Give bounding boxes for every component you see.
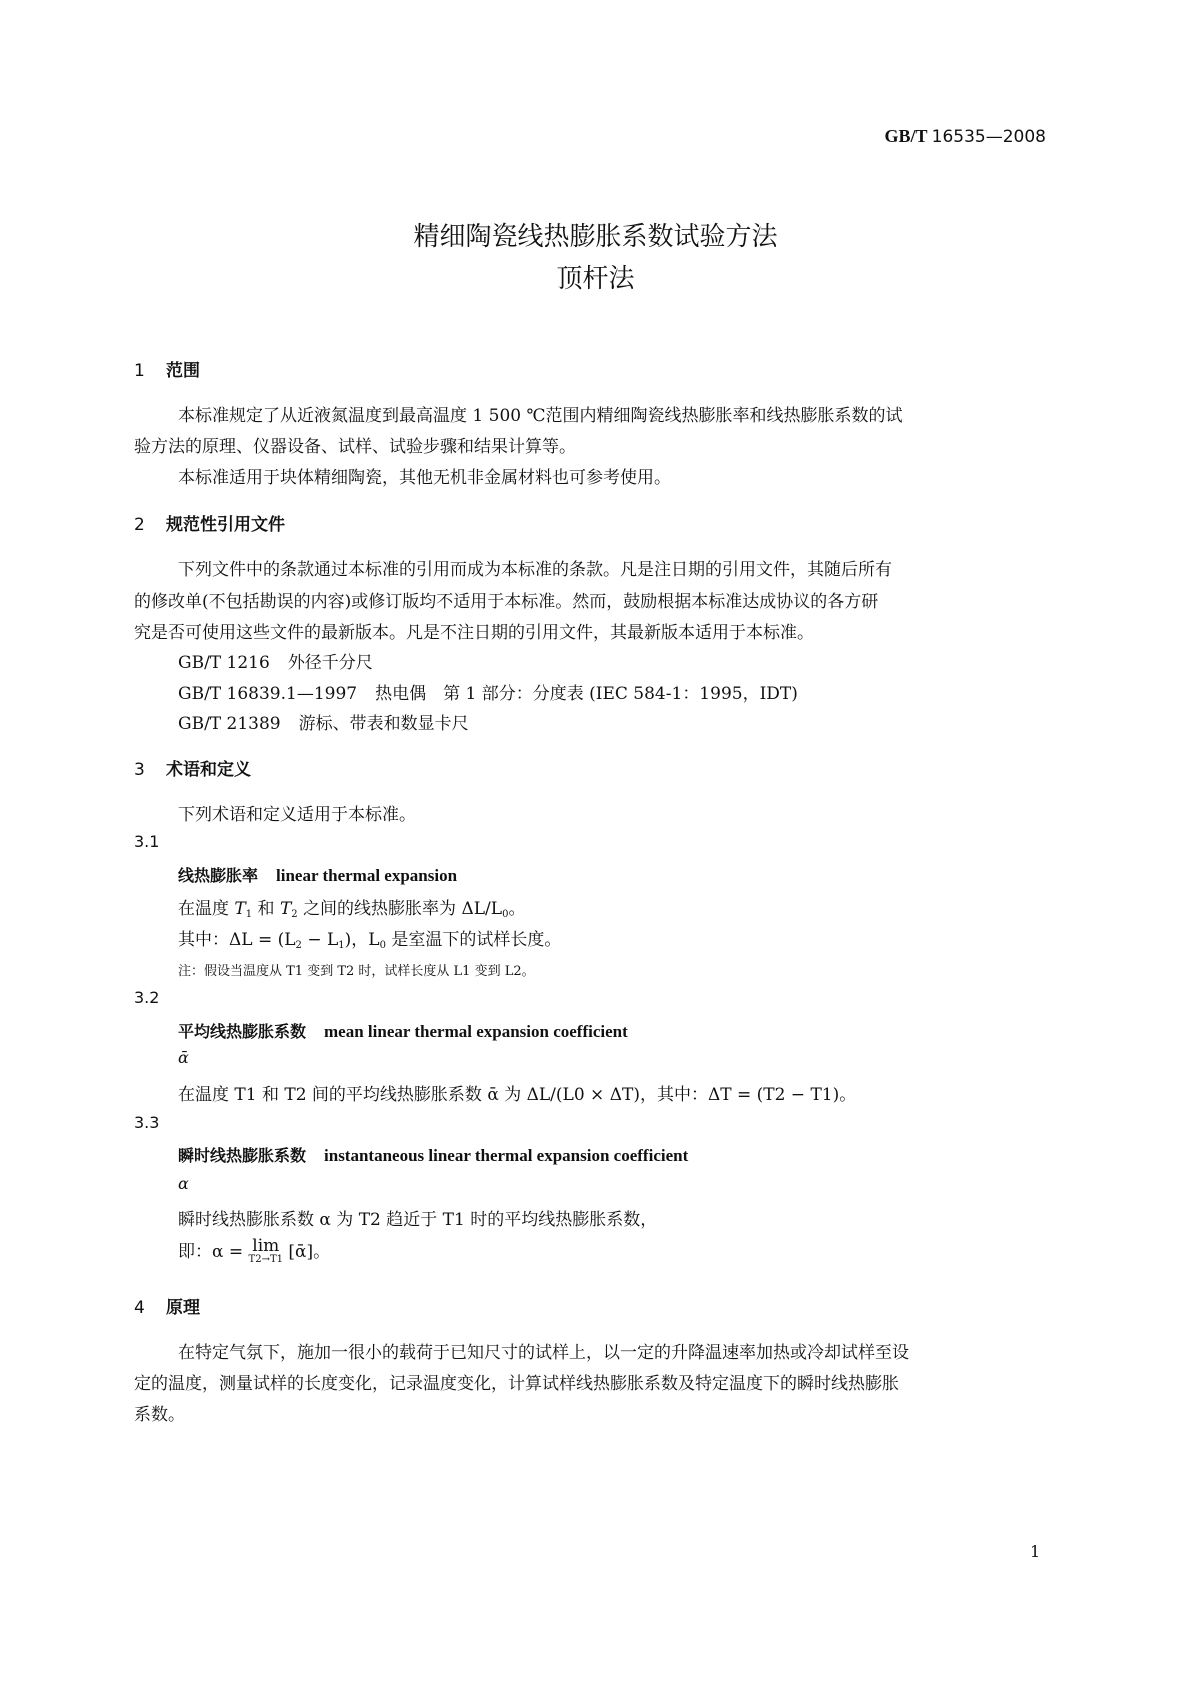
reference-item — [178, 709, 469, 734]
subsection-number: 3.1 — [134, 832, 160, 851]
reference-name: 外径千分尺 — [287, 653, 373, 673]
reference-code: GB/T 1216 — [178, 653, 270, 673]
paragraph: 下列术语和定义适用于本标准。 — [178, 805, 416, 825]
term-cn: 平均线热膨胀系数 — [178, 1022, 307, 1041]
reference-code: GB/T 21389 — [178, 714, 281, 734]
paragraph: 究是否可使用这些文件的最新版本。凡是不注日期的引用文件，其最新版本适用于本标准。 — [134, 623, 814, 643]
reference-name: 热电偶 第 1 部分：分度表 (IEC 584-1：1995，IDT) — [375, 684, 798, 704]
section-2-heading: 2 规范性引用文件 — [134, 515, 285, 535]
standard-code-number: 16535—2008 — [931, 127, 1046, 147]
subsection-number: 3.2 — [134, 988, 160, 1007]
term-en: instantaneous linear thermal expansion coefficient — [324, 1146, 689, 1165]
term-heading — [178, 863, 457, 886]
formula-line: 即：α = lim T2→T1 [ᾱ]。 — [178, 1236, 331, 1265]
term-en: mean linear thermal expansion coefficient — [324, 1022, 628, 1041]
paragraph: 的修改单(不包括勘误的内容)或修订版均不适用于本标准。然而，鼓励根据本标准达成协议的各方研 — [134, 592, 879, 612]
section-3-heading: 3 术语和定义 — [134, 760, 251, 780]
paragraph: 验方法的原理、仪器设备、试样、试验步骤和结果计算等。 — [134, 437, 576, 457]
section-4-heading: 4 原理 — [134, 1298, 200, 1318]
reference-code: GB/T 16839.1—1997 — [178, 684, 358, 704]
term-heading — [178, 1019, 628, 1042]
note: 注：假设当温度从 T1 变到 T2 时，试样长度从 L1 变到 L2。 — [178, 964, 535, 979]
page-number: 1 — [1030, 1542, 1041, 1561]
paragraph: 本标准适用于块体精细陶瓷，其他无机非金属材料也可参考使用。 — [178, 468, 671, 488]
document-subtitle: 顶杆法 — [556, 264, 635, 294]
document-title: 精细陶瓷线热膨胀系数试验方法 — [413, 222, 778, 252]
paragraph: 定的温度，测量试样的长度变化，记录温度变化，计算试样线热膨胀系数及特定温度下的瞬时线热膨胀 — [134, 1374, 899, 1394]
paragraph: 本标准规定了从近液氮温度到最高温度 1 500 ℃范围内精细陶瓷线热膨胀率和线热膨胀系数的试 — [178, 406, 903, 426]
term-cn: 瞬时线热膨胀系数 — [178, 1146, 307, 1165]
reference-name: 游标、带表和数显卡尺 — [298, 714, 469, 734]
limit-operator: lim T2→T1 — [248, 1236, 283, 1265]
subsection-number: 3.3 — [134, 1113, 160, 1132]
term-symbol: ᾱ — [178, 1048, 189, 1067]
term-cn: 线热膨胀率 — [178, 866, 259, 885]
reference-item — [178, 679, 798, 704]
standard-code-prefix: GB/T — [884, 126, 928, 146]
definition-line: 在温度 T1 和 T2 间的平均线热膨胀系数 ᾱ 为 ΔL/(L0 × ΔT)，其中：ΔT = (T2 − T1)。 — [178, 1085, 857, 1105]
definition-line: 在温度 $T_1$ 和 $T_2$ 之间的线热膨胀率为 $\Delta L/L_0$。 — [178, 899, 526, 920]
standard-code — [884, 126, 1046, 147]
definition-line: 瞬时线热膨胀系数 α 为 T2 趋近于 T1 时的平均线热膨胀系数， — [178, 1210, 658, 1230]
term-heading — [178, 1143, 688, 1166]
section-1-heading: 1 范围 — [134, 361, 200, 381]
reference-item — [178, 648, 373, 673]
paragraph: 在特定气氛下，施加一很小的载荷于已知尺寸的试样上，以一定的升降温速率加热或冷却试样至设 — [178, 1343, 909, 1363]
definition-line: 其中：$\Delta L = (L_2 - L_1)$，$L_0$ 是室温下的试样长度。 — [178, 930, 562, 951]
term-en: linear thermal expansion — [276, 866, 458, 885]
paragraph: 下列文件中的条款通过本标准的引用而成为本标准的条款。凡是注日期的引用文件，其随后所有 — [178, 560, 892, 580]
term-symbol: α — [178, 1174, 189, 1193]
paragraph: 系数。 — [134, 1405, 185, 1425]
